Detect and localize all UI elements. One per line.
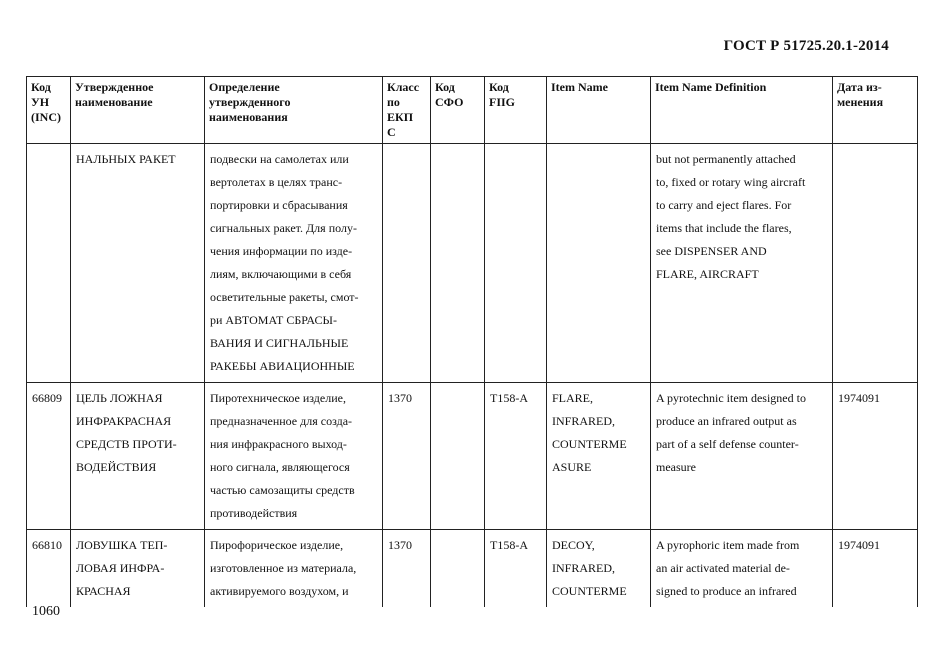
cell-text-line: but not permanently attached [656, 152, 796, 166]
header-cell [71, 77, 205, 144]
header-cell [833, 77, 918, 144]
header-label: Определение [209, 80, 280, 94]
cell-text-line: ного сигнала, являющегося [210, 460, 350, 474]
cell-text-line: сигнальных ракет. Для полу- [210, 221, 357, 235]
cell-text-line: вертолетах в целях транс- [210, 175, 343, 189]
cell-text-line: портировки и сбрасывания [210, 198, 348, 212]
cell-text-line: осветительные ракеты, смот- [210, 290, 359, 304]
date-cell [833, 383, 918, 530]
cell-text-line: активируемого воздухом, и [210, 584, 349, 598]
cell-text-line: СРЕДСТВ ПРОТИ- [76, 437, 177, 451]
cell-text-line: A pyrotechnic item designed to [656, 391, 806, 405]
name-cell [71, 383, 205, 530]
fiig-cell [485, 144, 547, 383]
date-cell [833, 530, 918, 608]
code-cell [27, 530, 71, 608]
header-label: Дата из- [837, 80, 882, 94]
item-definition-cell [651, 383, 833, 530]
item-name-cell [547, 383, 651, 530]
cell-text-line: FLARE, [552, 391, 594, 405]
cell-text-line: частью самозащиты средств [210, 483, 355, 497]
cell-text-line: подвески на самолетах или [210, 152, 349, 166]
cell-text-line: FLARE, AIRCRAFT [656, 267, 759, 281]
header-cell [651, 77, 833, 144]
cell-text-line: an air activated material de- [656, 561, 790, 575]
header-label: Утвержденное [75, 80, 154, 94]
cell-text-line: measure [656, 460, 696, 474]
cell-text-line: INFRARED, [552, 414, 616, 428]
name-cell [71, 144, 205, 383]
header-label: СФО [435, 95, 464, 109]
cell-text-line: ВОДЕЙСТВИЯ [76, 460, 157, 474]
cell-text-line: to, fixed or rotary wing aircraft [656, 175, 806, 189]
cell-text-line: ИНФРАКРАСНАЯ [76, 414, 172, 428]
page-number: 1060 [32, 604, 60, 619]
table-row [27, 383, 918, 530]
header-label: Код [31, 80, 51, 94]
item-definition-cell [651, 144, 833, 383]
cell-text-line: items that include the flares, [656, 221, 792, 235]
code-cell [27, 383, 71, 530]
cell-text-line: DECOY, [552, 538, 595, 552]
cell-text-line: 66809 [32, 391, 62, 405]
header-cell [205, 77, 383, 144]
cell-text-line: COUNTERME [552, 437, 627, 451]
cell-text-line: T158-A [490, 391, 528, 405]
header-label: Item Name Definition [655, 80, 767, 94]
header-cell [547, 77, 651, 144]
cell-text-line: 1370 [388, 391, 412, 405]
header-label: FIIG [489, 95, 516, 109]
cell-text-line: НАЛЬНЫХ РАКЕТ [76, 152, 176, 166]
cell-text-line: see DISPENSER AND [656, 244, 767, 258]
cell-text-line: предназначенное для созда- [210, 414, 353, 428]
cell-text-line: 1974091 [838, 391, 880, 405]
cell-text-line: Пиротехническое изделие, [210, 391, 346, 405]
cell-text-line: 1974091 [838, 538, 880, 552]
table-row [27, 144, 918, 383]
cell-text-line: ВАНИЯ И СИГНАЛЬНЫЕ [210, 336, 349, 350]
header-label: менения [837, 95, 884, 109]
header-cell [383, 77, 431, 144]
fiig-cell [485, 383, 547, 530]
cell-text-line: T158-A [490, 538, 528, 552]
header-cell [27, 77, 71, 144]
header-label: наименования [209, 110, 288, 124]
date-cell [833, 144, 918, 383]
cell-text-line: COUNTERME [552, 584, 627, 598]
header-label: наименование [75, 95, 153, 109]
definition-cell [205, 383, 383, 530]
definition-cell [205, 530, 383, 608]
cell-text-line: лиям, включающими в себя [210, 267, 352, 281]
cell-text-line: ЛОВУШКА ТЕП- [76, 538, 168, 552]
catalog-table [26, 76, 918, 607]
cell-text-line: signed to produce an infrared [656, 584, 797, 598]
cell-text-line: produce an infrared output as [656, 414, 797, 428]
cell-text-line: чения информации по изде- [210, 244, 353, 258]
header-label: Код [489, 80, 509, 94]
cell-text-line: 1370 [388, 538, 412, 552]
cell-text-line: КРАСНАЯ [76, 584, 131, 598]
table-row [27, 530, 918, 608]
cell-text-line: ASURE [552, 460, 592, 474]
header-cell [485, 77, 547, 144]
header-label: ЕКП [387, 110, 414, 124]
class-cell [383, 383, 431, 530]
cell-text-line: ния инфракрасного выход- [210, 437, 347, 451]
cell-text-line: A pyrophoric item made from [656, 538, 800, 552]
cell-text-line: part of a self defense counter- [656, 437, 799, 451]
header-label: С [387, 125, 396, 139]
cell-text-line: ри АВТОМАТ СБРАСЫ- [210, 313, 337, 327]
name-cell [71, 530, 205, 608]
sfo-cell [431, 383, 485, 530]
table-body [27, 144, 918, 608]
sfo-cell [431, 530, 485, 608]
header-cell [431, 77, 485, 144]
fiig-cell [485, 530, 547, 608]
item-name-cell [547, 530, 651, 608]
header-label: Item Name [551, 80, 608, 94]
cell-text-line: Пирофорическое изделие, [210, 538, 344, 552]
class-cell [383, 144, 431, 383]
sfo-cell [431, 144, 485, 383]
standard-code: ГОСТ Р 51725.20.1-2014 [723, 38, 889, 54]
table-header-row [27, 77, 918, 144]
cell-text-line: изготовленное из материала, [210, 561, 357, 575]
cell-text-line: 66810 [32, 538, 62, 552]
cell-text-line: ЛОВАЯ ИНФРА- [76, 561, 165, 575]
item-definition-cell [651, 530, 833, 608]
cell-text-line: РАКЕБЫ АВИАЦИОННЫЕ [210, 359, 355, 373]
header-label: Класс [387, 80, 420, 94]
cell-text-line: to carry and eject flares. For [656, 198, 792, 212]
header-label: УН [31, 95, 50, 109]
header-label: Код [435, 80, 455, 94]
definition-cell [205, 144, 383, 383]
class-cell [383, 530, 431, 608]
cell-text-line: INFRARED, [552, 561, 616, 575]
header-label: (INC) [31, 110, 61, 124]
item-name-cell [547, 144, 651, 383]
code-cell [27, 144, 71, 383]
header-label: утвержденного [209, 95, 291, 109]
cell-text-line: ЦЕЛЬ ЛОЖНАЯ [76, 391, 163, 405]
header-label: по [387, 95, 400, 109]
cell-text-line: противодействия [210, 506, 298, 520]
